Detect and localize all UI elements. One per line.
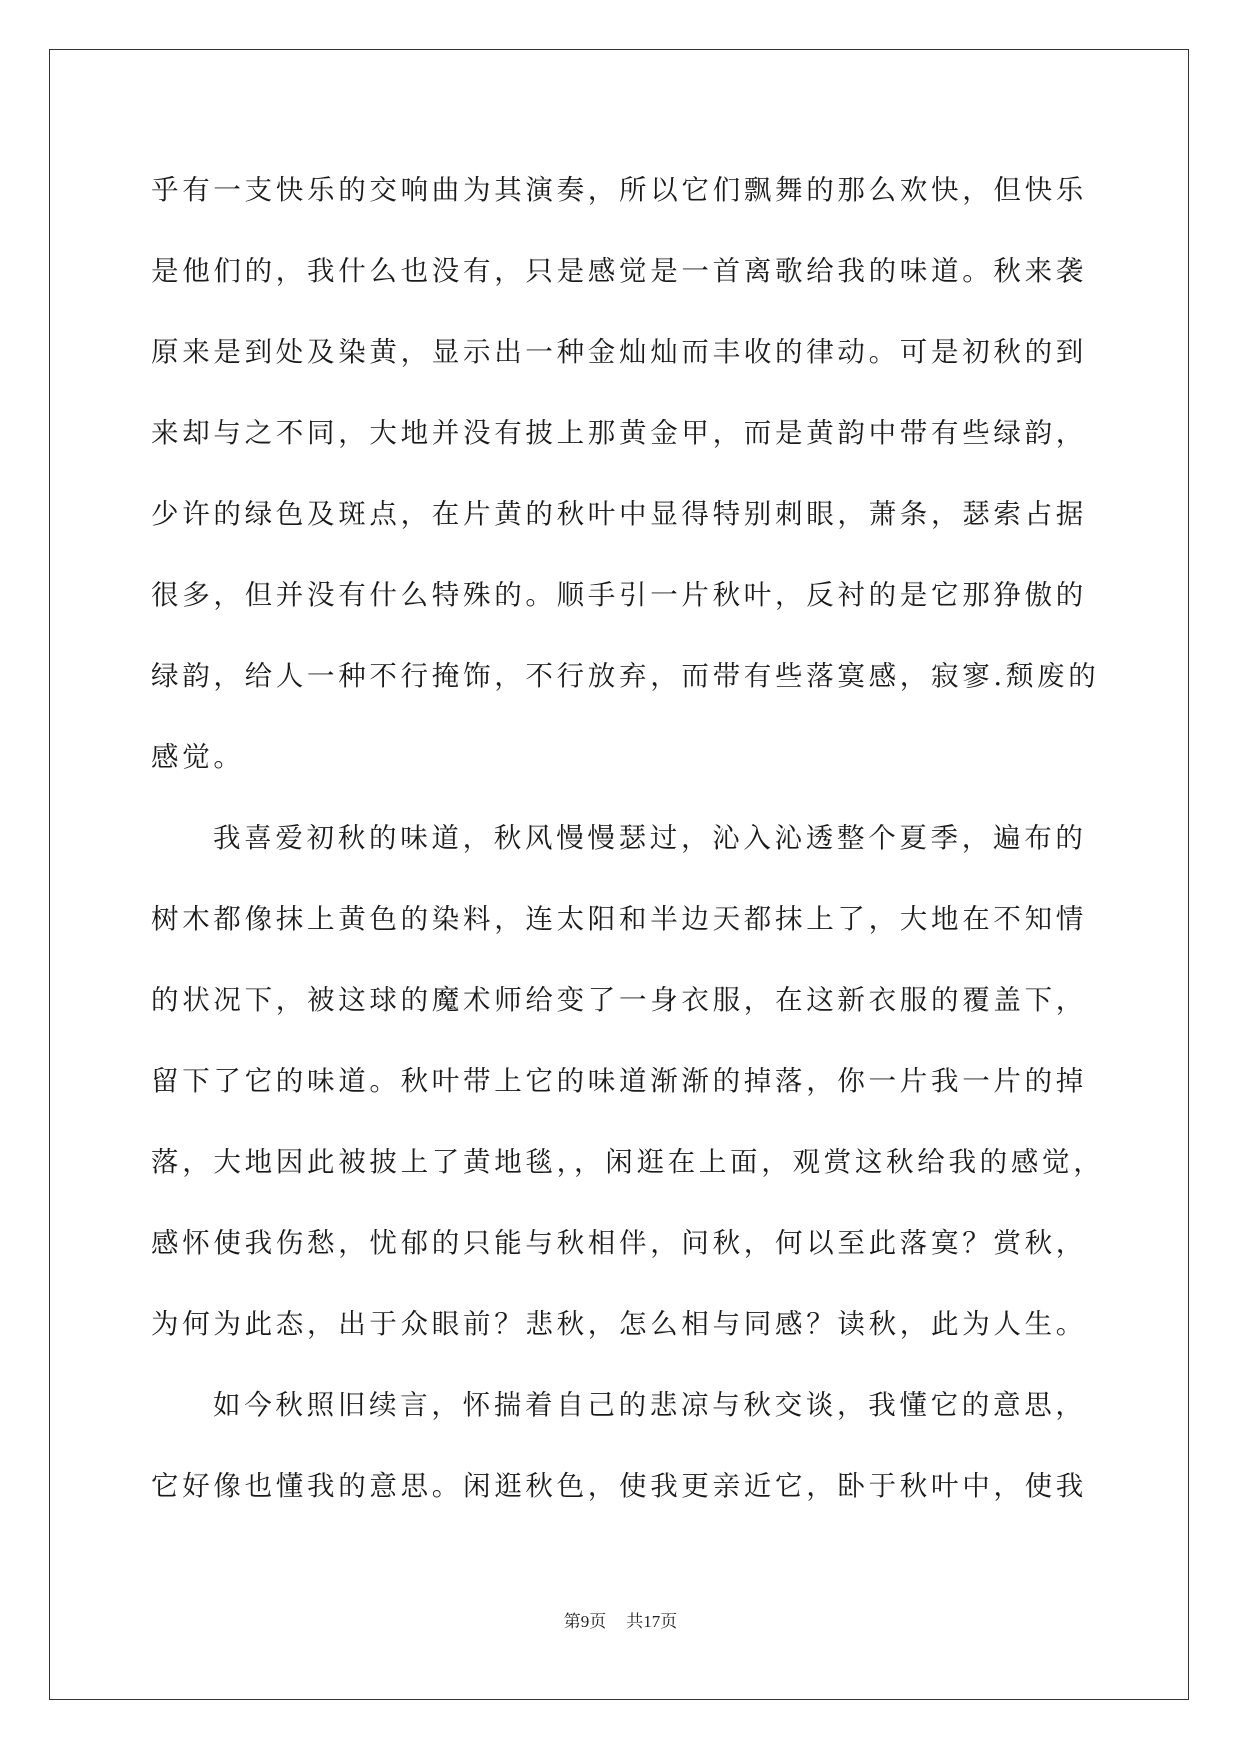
text-line: 感觉。 xyxy=(151,741,245,773)
paragraph-first-line: 如今秋照旧续言，怀揣着自己的悲凉与秋交谈，我懂它的意思， xyxy=(213,1389,1087,1421)
paragraph-first-line: 我喜爱初秋的味道，秋风慢慢瑟过，沁入沁透整个夏季，遍布的 xyxy=(213,822,1087,854)
text-line: 它好像也懂我的意思。闲逛秋色，使我更亲近它，卧于秋叶中，使我 xyxy=(151,1470,1087,1502)
text-line: 少许的绿色及斑点，在片黄的秋叶中显得特别刺眼，萧条，瑟索占据 xyxy=(151,498,1087,530)
text-line: 原来是到处及染黄，显示出一种金灿灿而丰收的律动。可是初秋的到 xyxy=(151,336,1087,368)
text-line: 落，大地因此被披上了黄地毯，，闲逛在上面，观赏这秋给我的感觉， xyxy=(151,1146,1105,1178)
text-line: 很多，但并没有什么特殊的。顺手引一片秋叶，反衬的是它那狰傲的 xyxy=(151,579,1087,611)
text-line: 感怀使我伤愁，忧郁的只能与秋相伴，问秋，何以至此落寞？赏秋， xyxy=(151,1227,1087,1259)
text-line: 留下了它的味道。秋叶带上它的味道渐渐的掉落，你一片我一片的掉 xyxy=(151,1065,1087,1097)
text-line: 树木都像抹上黄色的染料，连太阳和半边天都抹上了，大地在不知情 xyxy=(151,903,1087,935)
page-number: 第9页 xyxy=(563,1612,607,1631)
text-line: 的状况下，被这球的魔术师给变了一身衣服，在这新衣服的覆盖下， xyxy=(151,984,1087,1016)
page-total: 共17页 xyxy=(626,1612,678,1631)
text-line: 来却与之不同，大地并没有披上那黄金甲，而是黄韵中带有些绿韵， xyxy=(151,417,1087,449)
body-text xyxy=(151,164,1105,1541)
text-line: 是他们的，我什么也没有，只是感觉是一首离歌给我的味道。秋来袭 xyxy=(151,255,1087,287)
text-line: 乎有一支快乐的交响曲为其演奏，所以它们飘舞的那么欢快，但快乐 xyxy=(151,174,1087,206)
text-line: 为何为此态，出于众眼前？悲秋，怎么相与同感？读秋，此为人生。 xyxy=(151,1308,1087,1340)
page-footer xyxy=(0,1607,1241,1632)
text-line: 绿韵，给人一种不行掩饰，不行放弃，而带有些落寞感，寂寥.颓废的 xyxy=(151,660,1100,692)
